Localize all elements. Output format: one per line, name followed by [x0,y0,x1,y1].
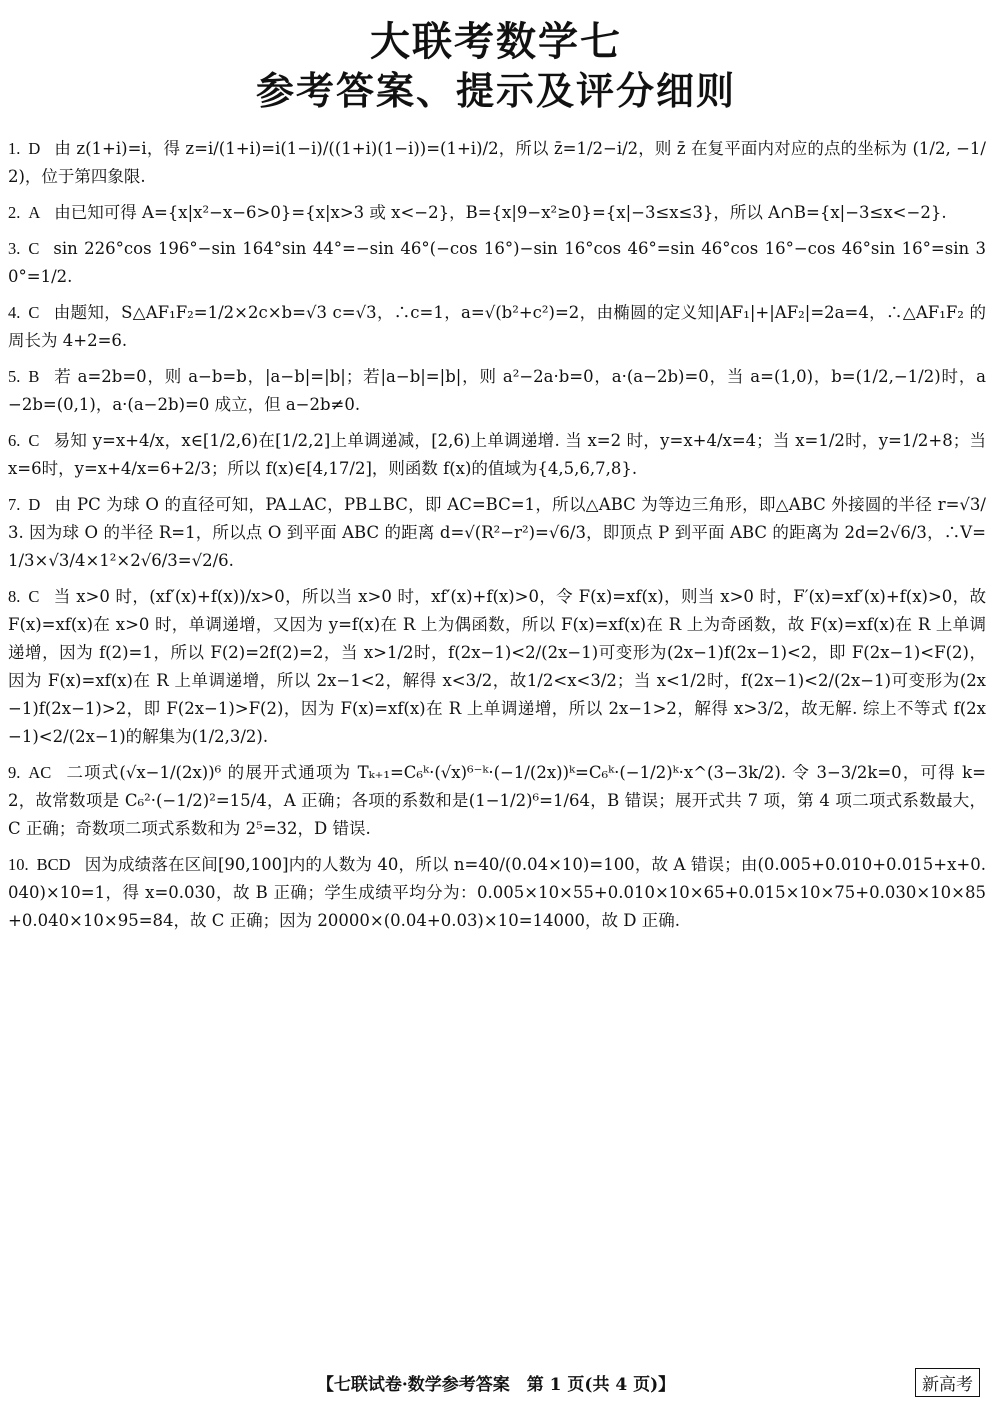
answer-explanation: 当 x>0 时，(xf′(x)+f(x))/x>0，所以当 x>0 时，xf′(x)+f(x)>0，令 F(x)=xf(x)，则当 x>0 时，F′(x)=xf′(x)+f(x)>0，故 F(x)=xf(x)在 x>0 时，单调递增，又因为 y=f(x)在 R 上为偶函数，所以 F(x)=xf(x)在 R 上为奇函数，故 F(x)=xf(x)在 R 上单调递增，因为 f(2)=1，所以 F(2)=2f(2)=2，当 x>1/2时，f(2x−1)<2/(2x−1)可变形为(2x−1)f(2x−1)<2，即 F(2x−1)<F(2)，因为 F(x)=xf(x)在 R 上单调递增，所以 2x−1<2，解得 x<3/2，故1/2<x<3/2；当 x<1/2时，f(2x−1)<2/(2x−1)可变形为(2x−1)f(2x−1)>2，即 F(2x−1)>F(2)，因为 F(x)=xf(x)在 R 上单调递增，所以 2x−1>2，解得 x>3/2，故无解. 综上不等式 f(2x−1)<2/(2x−1)的解集为(1/2,3/2). [8,587,986,746]
question-number: 6. [8,431,21,450]
answer-item [8,199,986,227]
answer-explanation: 因为成绩落在区间[90,100]内的人数为 40，所以 n=40/(0.04×10)=100，故 A 错误；由(0.005+0.010+0.015+x+0.040)×10=1，得 x=0.030，故 B 正确；学生成绩平均分为：0.005×10×55+0.010×10×65+0.015×10×75+0.030×10×85+0.040×10×95=84，故 C 正确；因为 20000×(0.04+0.03)×10=14000，故 D 正确. [8,855,986,930]
answer-choice: C [28,431,40,450]
question-number: 10. [8,855,29,874]
question-number: 8. [8,587,21,606]
question-number: 1. [8,139,21,158]
answer-choice: C [28,587,40,606]
page-footer: 【七联试卷·数学参考答案 第 1 页(共 4 页)】 [316,1375,676,1395]
answer-item [8,363,986,419]
answer-choice: AC [28,763,52,782]
answer-explanation: 若 a=2b=0，则 a−b=b，|a−b|=|b|；若|a−b|=|b|，则 a²−2a·b=0，a·(a−2b)=0，当 a=(1,0)，b=(1/2,−1/2)时，a−2b=(0,1)，a·(a−2b)=0 成立，但 a−2b≠0. [8,367,986,414]
answer-item [8,135,986,191]
answer-explanation: 由题知，S△AF₁F₂=1/2×2c×b=√3 c=√3，∴c=1，a=√(b²+c²)=2，由椭圆的定义知|AF₁|+|AF₂|=2a=4，∴△AF₁F₂ 的周长为 4+2=6. [8,303,986,350]
answer-item [8,427,986,483]
question-number: 5. [8,367,21,386]
question-number: 9. [8,763,21,782]
answer-item [8,851,986,935]
answer-choice: D [28,139,41,158]
answer-explanation: 由 z(1+i)=i，得 z=i/(1+i)=i(1−i)/((1+i)(1−i))=(1+i)/2，所以 z̄=1/2−i/2，则 z̄ 在复平面内对应的点的坐标为 (1/2, −1/2)，位于第四象限. [8,139,986,186]
answer-item [8,759,986,843]
question-number: 2. [8,203,21,222]
answer-item [8,583,986,751]
answer-list [8,135,986,943]
answer-choice: BCD [36,855,71,874]
page-title: 大联考数学七 [370,18,622,65]
question-number: 4. [8,303,21,322]
answer-choice: A [28,203,41,222]
answer-item [8,235,986,291]
answer-explanation: 由已知可得 A={x|x²−x−6>0}={x|x>3 或 x<−2}，B={x|9−x²≥0}={x|−3≤x≤3}，所以 A∩B={x|−3≤x<−2}. [54,203,947,222]
answer-item [8,299,986,355]
exam-type-badge: 新高考 [915,1368,980,1397]
question-number: 7. [8,495,21,514]
answer-explanation: sin 226°cos 196°−sin 164°sin 44°=−sin 46°(−cos 16°)−sin 16°cos 46°=sin 46°cos 16°−cos 46°sin 16°=sin 30°=1/2. [8,239,986,286]
answer-item [8,491,986,575]
answer-choice: C [28,303,40,322]
page-subtitle: 参考答案、提示及评分细则 [255,68,736,113]
question-number: 3. [8,239,21,258]
answer-explanation: 二项式(√x−1/(2x))⁶ 的展开式通项为 Tₖ₊₁=C₆ᵏ·(√x)⁶⁻ᵏ·(−1/(2x))ᵏ=C₆ᵏ·(−1/2)ᵏ·x^(3−3k/2). 令 3−3/2k=0，可得 k=2，故常数项是 C₆²·(−1/2)²=15/4，A 正确；各项的系数和是(1−1/2)⁶=1/64，B 错误；展开式共 7 项，第 4 项二项式系数最大，C 正确；奇数项二项式系数和为 2⁵=32，D 错误. [8,763,986,838]
answer-explanation: 由 PC 为球 O 的直径可知，PA⊥AC，PB⊥BC，即 AC=BC=1，所以△ABC 为等边三角形，即△ABC 外接圆的半径 r=√3/3. 因为球 O 的半径 R=1，所以点 O 到平面 ABC 的距离 d=√(R²−r²)=√6/3，即顶点 P 到平面 ABC 的距离为 2d=2√6/3，∴V=1/3×√3/4×1²×2√6/3=√2/6. [8,495,986,570]
answer-choice: D [28,495,41,514]
answer-choice: C [28,239,40,258]
answer-explanation: 易知 y=x+4/x，x∈[1/2,6)在[1/2,2]上单调递减，[2,6)上单调递增. 当 x=2 时，y=x+4/x=4；当 x=1/2时，y=1/2+8；当 x=6时，y=x+4/x=6+2/3；所以 f(x)∈[4,17/2]，则函数 f(x)的值域为{4,5,6,7,8}. [8,431,986,478]
answer-choice: B [28,367,40,386]
